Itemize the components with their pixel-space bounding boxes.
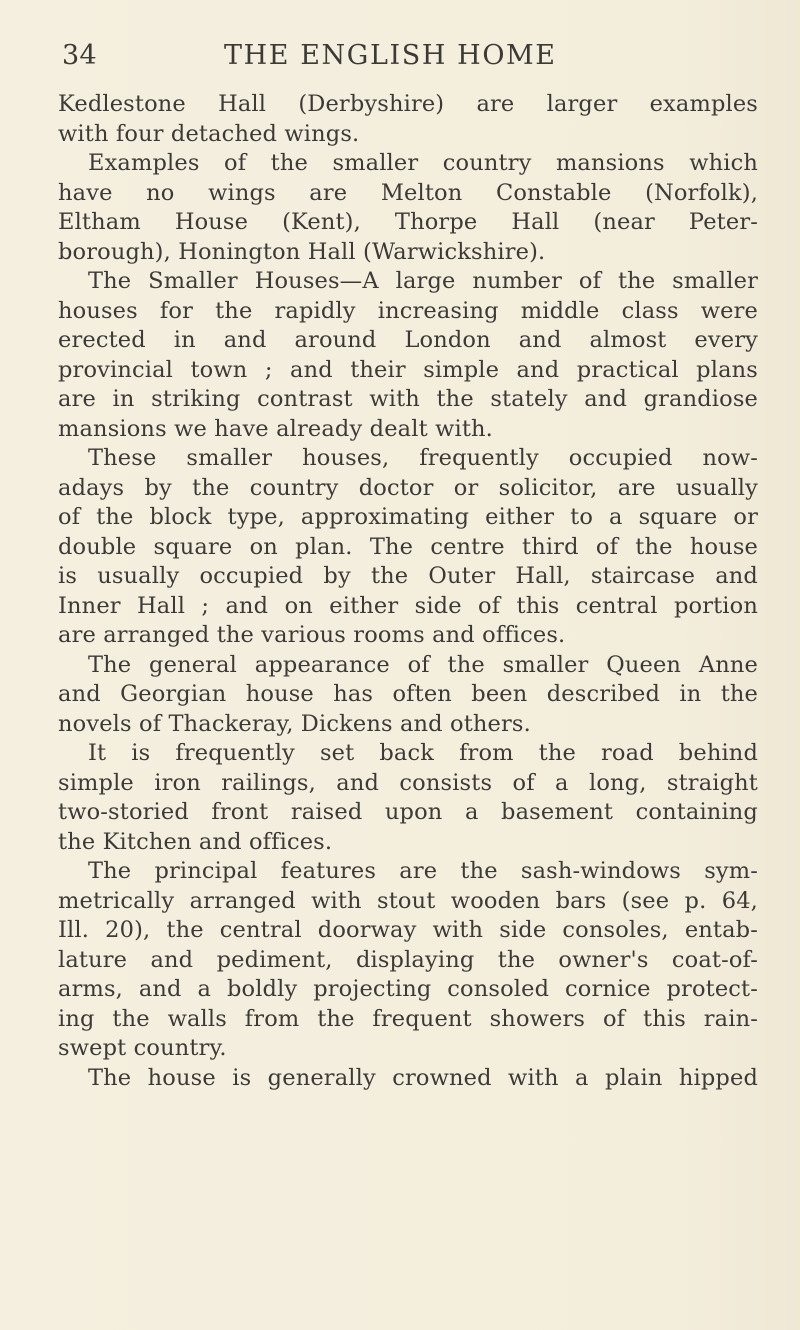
text-line: the Kitchen and offices. bbox=[58, 828, 333, 855]
page-header bbox=[62, 40, 602, 76]
text-line: double square on plan. The centre third of the house bbox=[58, 533, 758, 560]
text-line: and Georgian house has often been described in the bbox=[58, 681, 758, 707]
text-line: two-storied front raised upon a basement containing bbox=[58, 799, 758, 825]
text-line: adays by the country doctor or solicitor, are usually bbox=[58, 474, 758, 501]
body-text bbox=[58, 90, 758, 1093]
text-line: borough), Honington Hall (Warwickshire). bbox=[58, 238, 546, 265]
running-head: THE ENGLISH HOME bbox=[224, 40, 557, 71]
text-line: have no wings are Melton Constable (Norfolk), bbox=[58, 179, 758, 206]
text-line: The house is generally crowned with a plain hipped bbox=[88, 1064, 758, 1091]
text-line: lature and pediment, displaying the owner's coat-of- bbox=[58, 946, 758, 973]
text-line: erected in and around London and almost every bbox=[58, 327, 758, 353]
text-line: with four detached wings. bbox=[58, 120, 360, 147]
text-line: houses for the rapidly increasing middle class were bbox=[58, 297, 758, 324]
text-line: Inner Hall ; and on either side of this central portion bbox=[58, 592, 758, 619]
page-number: 34 bbox=[62, 40, 97, 71]
text-line: of the block type, approximating either to a square or bbox=[58, 504, 758, 530]
text-line: novels of Thackeray, Dickens and others. bbox=[58, 710, 531, 737]
text-line: Ill. 20), the central doorway with side consoles, entab- bbox=[58, 917, 758, 943]
text-line: are arranged the various rooms and offices. bbox=[58, 622, 566, 648]
text-line: provincial town ; and their simple and practical plans bbox=[58, 356, 758, 383]
text-line: The Smaller Houses—A large number of the smaller bbox=[88, 268, 758, 294]
text-line: The general appearance of the smaller Queen Anne bbox=[88, 651, 758, 678]
text-line: simple iron railings, and consists of a long, straight bbox=[58, 769, 758, 796]
text-line: Kedlestone Hall (Derbyshire) are larger examples bbox=[58, 91, 758, 117]
text-line: The principal features are the sash-windows sym- bbox=[88, 858, 758, 884]
text-line: arms, and a boldly projecting consoled cornice protect- bbox=[58, 976, 758, 1002]
text-line: Eltham House (Kent), Thorpe Hall (near Peter- bbox=[58, 209, 758, 235]
text-line: Examples of the smaller country mansions which bbox=[88, 150, 758, 176]
text-line: mansions we have already dealt with. bbox=[58, 415, 493, 442]
text-line: are in striking contrast with the stately and grandiose bbox=[58, 386, 758, 412]
text-line: metrically arranged with stout wooden bars (see p. 64, bbox=[58, 887, 758, 914]
text-line: swept country. bbox=[58, 1035, 227, 1061]
text-line: It is frequently set back from the road behind bbox=[88, 740, 758, 766]
text-line: ing the walls from the frequent showers of this rain- bbox=[58, 1005, 758, 1032]
text-line: These smaller houses, frequently occupied now- bbox=[88, 445, 758, 471]
text-line: is usually occupied by the Outer Hall, staircase and bbox=[58, 563, 758, 589]
